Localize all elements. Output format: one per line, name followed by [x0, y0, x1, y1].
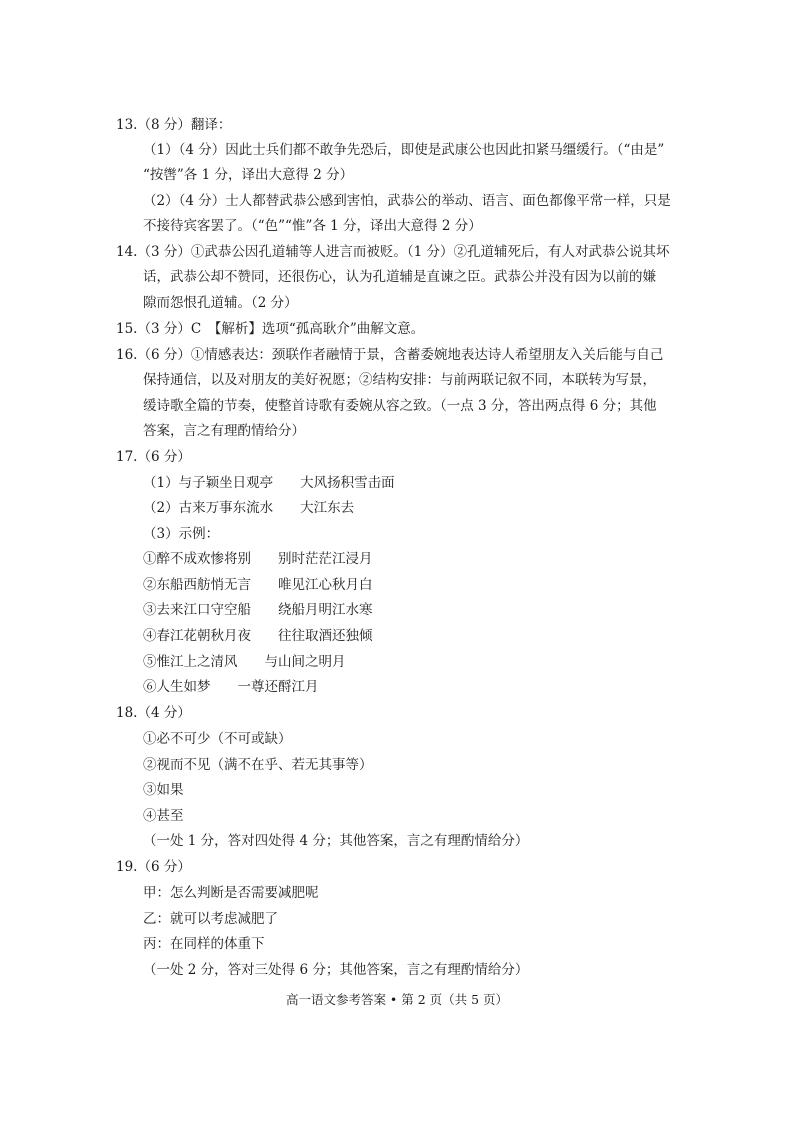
- q17-example-4: ④春江花朝秋月夜 往往取酒还独倾: [143, 628, 373, 644]
- q18-scoring-note: （一处 1 分，答对四处得 4 分；其他答案，言之有理酌情给分）: [143, 833, 529, 849]
- q19-item-jia: 甲：怎么判断是否需要减肥呢: [143, 885, 319, 901]
- q19-heading: 19.（6 分）: [116, 859, 191, 875]
- q16-heading: 16.（6 分）①情感表达：颈联作者融情于景，含蓄委婉地表达诗人希望朋友入关后能与自己: [116, 347, 664, 363]
- q19-item-bing: 丙：在同样的体重下: [143, 936, 265, 952]
- q17-heading: 17.（6 分）: [116, 449, 191, 465]
- q16-line1: 保持通信，以及对朋友的美好祝愿；②结构安排：与前两联记叙不同，本联转为写景，: [143, 372, 656, 388]
- q14-heading: 14.（3 分）①武恭公因孔道辅等人进言而被贬。（1 分）②孔道辅死后，有人对武恭公说其坏: [116, 244, 670, 260]
- q13-heading: 13.（8 分）翻译：: [116, 117, 232, 133]
- q13-part2-line2: 不接待宾客罢了。（“色”“惟”各 1 分，译出大意得 2 分）: [143, 218, 482, 234]
- q19-scoring-note: （一处 2 分，答对三处得 6 分；其他答案，言之有理酌情给分）: [143, 962, 529, 978]
- page-footer: 高一语文参考答案 • 第 2 页（共 5 页）: [285, 992, 509, 1007]
- q13-part2-line1: （2）（4 分）士人都替武恭公感到害怕，武恭公的举动、语言、面色都像平常一样，只是: [143, 193, 671, 209]
- q17-example-5: ⑤惟江上之清风 与山间之明月: [143, 654, 346, 670]
- q17-part3-label: （3）示例：: [143, 526, 220, 542]
- q18-heading: 18.（4 分）: [116, 705, 191, 721]
- q17-part2: （2）古来万事东流水 大江东去: [143, 500, 355, 516]
- q18-item-3: ③如果: [143, 782, 184, 798]
- q18-item-4: ④甚至: [143, 808, 184, 824]
- q13-part1-line1: （1）（4 分）因此士兵们都不敢争先恐后，即使是武康公也因此扣紧马缰缓行。（“由是”: [143, 142, 665, 158]
- q15-heading: 15.（3 分）C 【解析】选项“孤高耿介”曲解文意。: [116, 321, 425, 337]
- q17-example-2: ②东船西舫悄无言 唯见江心秋月白: [143, 577, 373, 593]
- q16-line2: 缓诗歌全篇的节奏，使整首诗歌有委婉从容之致。（一点 3 分，答出两点得 6 分；其他: [143, 398, 657, 414]
- q13-part1-line2: “按辔”各 1 分，译出大意得 2 分）: [143, 167, 354, 183]
- q18-item-2: ②视而不见（满不在乎、若无其事等）: [143, 757, 373, 773]
- q16-line3: 答案，言之有理酌情给分）: [143, 423, 305, 439]
- q17-example-1: ①醉不成欢惨将别 别时茫茫江浸月: [143, 551, 373, 567]
- q19-item-yi: 乙：就可以考虑减肥了: [143, 911, 278, 927]
- q17-part1: （1）与子颖坐日观亭 大风扬积雪击面: [143, 475, 395, 491]
- q14-line1: 话，武恭公却不赞同，还很伤心，认为孔道辅是直谏之臣。武恭公并没有因为以前的嫌: [143, 269, 656, 285]
- q17-example-3: ③去来江口守空船 绕船月明江水寒: [143, 602, 373, 618]
- q18-item-1: ①必不可少（不可或缺）: [143, 731, 292, 747]
- q14-line2: 隙而怨恨孔道辅。（2 分）: [143, 295, 298, 311]
- q17-example-6: ⑥人生如梦 一尊还酹江月: [143, 679, 319, 695]
